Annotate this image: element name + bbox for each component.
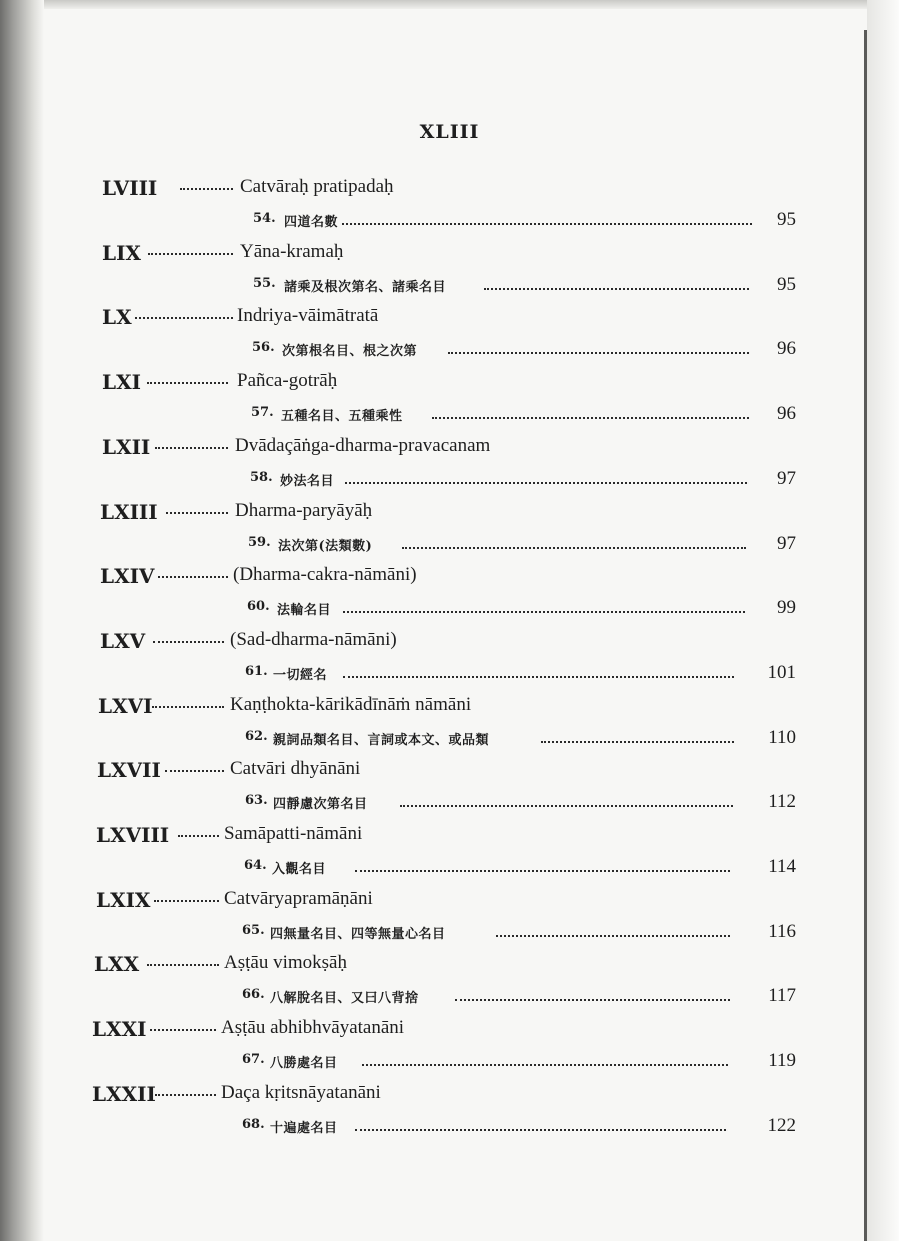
page-reference: 122	[767, 1115, 796, 1136]
page-leader-dots	[362, 1064, 728, 1066]
page-leader-dots	[448, 352, 749, 354]
roman-leader-dots	[155, 1094, 216, 1096]
section-number: 64.	[244, 858, 267, 873]
roman-leader-dots	[178, 835, 219, 837]
page-leader-dots	[541, 741, 734, 743]
chinese-title: 法輪名目	[277, 603, 332, 618]
page-reference: 95	[777, 274, 796, 295]
section-number: 57.	[251, 405, 274, 420]
entry-subline	[0, 727, 899, 749]
chinese-title: 四無量名目、四等無量心名目	[270, 927, 446, 942]
chinese-title: 次第根名目、根之次第	[282, 344, 418, 359]
sanskrit-title: Aṣṭāu vimokṣāḥ	[224, 952, 347, 973]
roman-leader-dots	[155, 447, 228, 449]
roman-leader-dots	[166, 512, 228, 514]
entry-subline	[0, 791, 899, 813]
page-number: XLIII	[419, 121, 480, 143]
chinese-title: 十遍處名目	[270, 1121, 338, 1136]
page-leader-dots	[400, 805, 733, 807]
entry-subline	[0, 403, 899, 425]
roman-leader-dots	[154, 900, 219, 902]
page-leader-dots	[343, 611, 745, 613]
chinese-title: 八勝處名目	[270, 1056, 338, 1071]
chapter-roman-numeral: LXXI	[92, 1017, 147, 1041]
section-number: 59.	[248, 535, 271, 550]
page-reference: 101	[767, 662, 796, 683]
chapter-roman-numeral: LXV	[100, 629, 146, 653]
chinese-title: 一切經名	[273, 668, 328, 683]
chinese-title: 八解脫名目、又曰八背捨	[270, 991, 419, 1006]
chinese-title: 四道名數	[284, 215, 339, 230]
chapter-roman-numeral: LXVIII	[96, 823, 170, 847]
section-number: 58.	[250, 470, 273, 485]
page-leader-dots	[496, 935, 730, 937]
roman-leader-dots	[165, 770, 224, 772]
sanskrit-title: Aṣṭāu abhibhvāyatanāni	[221, 1017, 405, 1038]
page-reference: 96	[777, 338, 796, 359]
chapter-roman-numeral: LXVI	[98, 694, 153, 718]
entry-subline	[0, 274, 899, 296]
section-number: 66.	[242, 987, 265, 1002]
page-reference: 95	[777, 209, 796, 230]
section-number: 56.	[252, 340, 275, 355]
entry-subline	[0, 1050, 899, 1072]
entry-subline	[0, 921, 899, 943]
section-number: 54.	[253, 211, 276, 226]
chapter-roman-numeral: LXX	[94, 952, 140, 976]
roman-leader-dots	[153, 641, 224, 643]
entry-subline	[0, 468, 899, 490]
entry-subline	[0, 662, 899, 684]
roman-leader-dots	[135, 317, 233, 319]
entry-subline	[0, 209, 899, 231]
sanskrit-title: Indriya-vāimātratā	[237, 305, 379, 326]
page-reference: 116	[768, 921, 796, 942]
section-number: 68.	[242, 1117, 265, 1132]
chinese-title: 入觀名目	[272, 862, 327, 877]
page-leader-dots	[345, 482, 747, 484]
sanskrit-title: Yāna-kramaḥ	[240, 241, 344, 262]
sanskrit-title: Catvāraḥ pratipadaḥ	[240, 176, 394, 197]
section-number: 61.	[245, 664, 268, 679]
sanskrit-title: Pañca-gotrāḥ	[237, 370, 338, 391]
sanskrit-title: Samāpatti-nāmāni	[224, 823, 363, 844]
sanskrit-title: (Sad-dharma-nāmāni)	[230, 629, 397, 650]
chinese-title: 親詞品類名目、言詞或本文、或品類	[273, 733, 490, 748]
roman-leader-dots	[148, 253, 233, 255]
sanskrit-title: Daça kṛitsnāyatanāni	[221, 1082, 381, 1103]
sanskrit-title: Catvāri dhyānāni	[230, 758, 361, 779]
chinese-title: 法次第(法類數)	[278, 539, 373, 554]
section-number: 62.	[245, 729, 268, 744]
page-reference: 117	[768, 985, 796, 1006]
page-reference: 114	[768, 856, 796, 877]
page-leader-dots	[432, 417, 749, 419]
chinese-title: 諸乘及根次第名、諸乘名目	[284, 280, 447, 295]
entry-subline	[0, 856, 899, 878]
sanskrit-title: Catvāryapramāṇāni	[224, 888, 373, 909]
roman-leader-dots	[158, 576, 228, 578]
chapter-roman-numeral: LXIX	[96, 888, 151, 912]
roman-leader-dots	[180, 188, 233, 190]
entry-subline	[0, 985, 899, 1007]
sanskrit-title: (Dharma-cakra-nāmāni)	[233, 564, 417, 585]
entry-subline	[0, 533, 899, 555]
sanskrit-title: Dvādaçāṅga-dharma-pravacanam	[235, 435, 491, 456]
section-number: 63.	[245, 793, 268, 808]
chapter-roman-numeral: LXIV	[100, 564, 155, 588]
roman-leader-dots	[147, 382, 228, 384]
roman-leader-dots	[152, 706, 224, 708]
entry-subline	[0, 338, 899, 360]
section-number: 67.	[242, 1052, 265, 1067]
page-reference: 110	[768, 727, 796, 748]
chinese-title: 妙法名目	[280, 474, 335, 489]
scan-top-edge	[0, 0, 899, 9]
page-reference: 99	[777, 597, 796, 618]
chapter-roman-numeral: LXI	[102, 370, 141, 394]
section-number: 55.	[253, 276, 276, 291]
entry-subline	[0, 1115, 899, 1137]
page-leader-dots	[355, 1129, 726, 1131]
page-reference: 97	[777, 533, 796, 554]
page-leader-dots	[402, 547, 746, 549]
section-number: 65.	[242, 923, 265, 938]
roman-leader-dots	[147, 964, 219, 966]
chapter-roman-numeral: LXXII	[92, 1082, 156, 1106]
chapter-roman-numeral: LIX	[102, 241, 141, 265]
page-leader-dots	[455, 999, 730, 1001]
section-number: 60.	[247, 599, 270, 614]
page-reference: 112	[768, 791, 796, 812]
sanskrit-title: Kaṇṭhokta-kārikādīnāṁ nāmāni	[230, 694, 472, 715]
entry-subline	[0, 597, 899, 619]
page-reference: 97	[777, 468, 796, 489]
page-leader-dots	[343, 676, 734, 678]
chapter-roman-numeral: LVIII	[102, 176, 158, 200]
chapter-roman-numeral: LXVII	[97, 758, 161, 782]
chapter-roman-numeral: LXII	[102, 435, 151, 459]
chapter-roman-numeral: LXIII	[100, 500, 158, 524]
page-leader-dots	[484, 288, 749, 290]
page-leader-dots	[355, 870, 730, 872]
page-leader-dots	[342, 223, 752, 225]
chinese-title: 五種名目、五種乘性	[281, 409, 403, 424]
sanskrit-title: Dharma-paryāyāḥ	[235, 500, 373, 521]
chapter-roman-numeral: LX	[102, 305, 132, 329]
page-reference: 119	[768, 1050, 796, 1071]
chinese-title: 四靜慮次第名目	[273, 797, 368, 812]
page-reference: 96	[777, 403, 796, 424]
roman-leader-dots	[150, 1029, 216, 1031]
